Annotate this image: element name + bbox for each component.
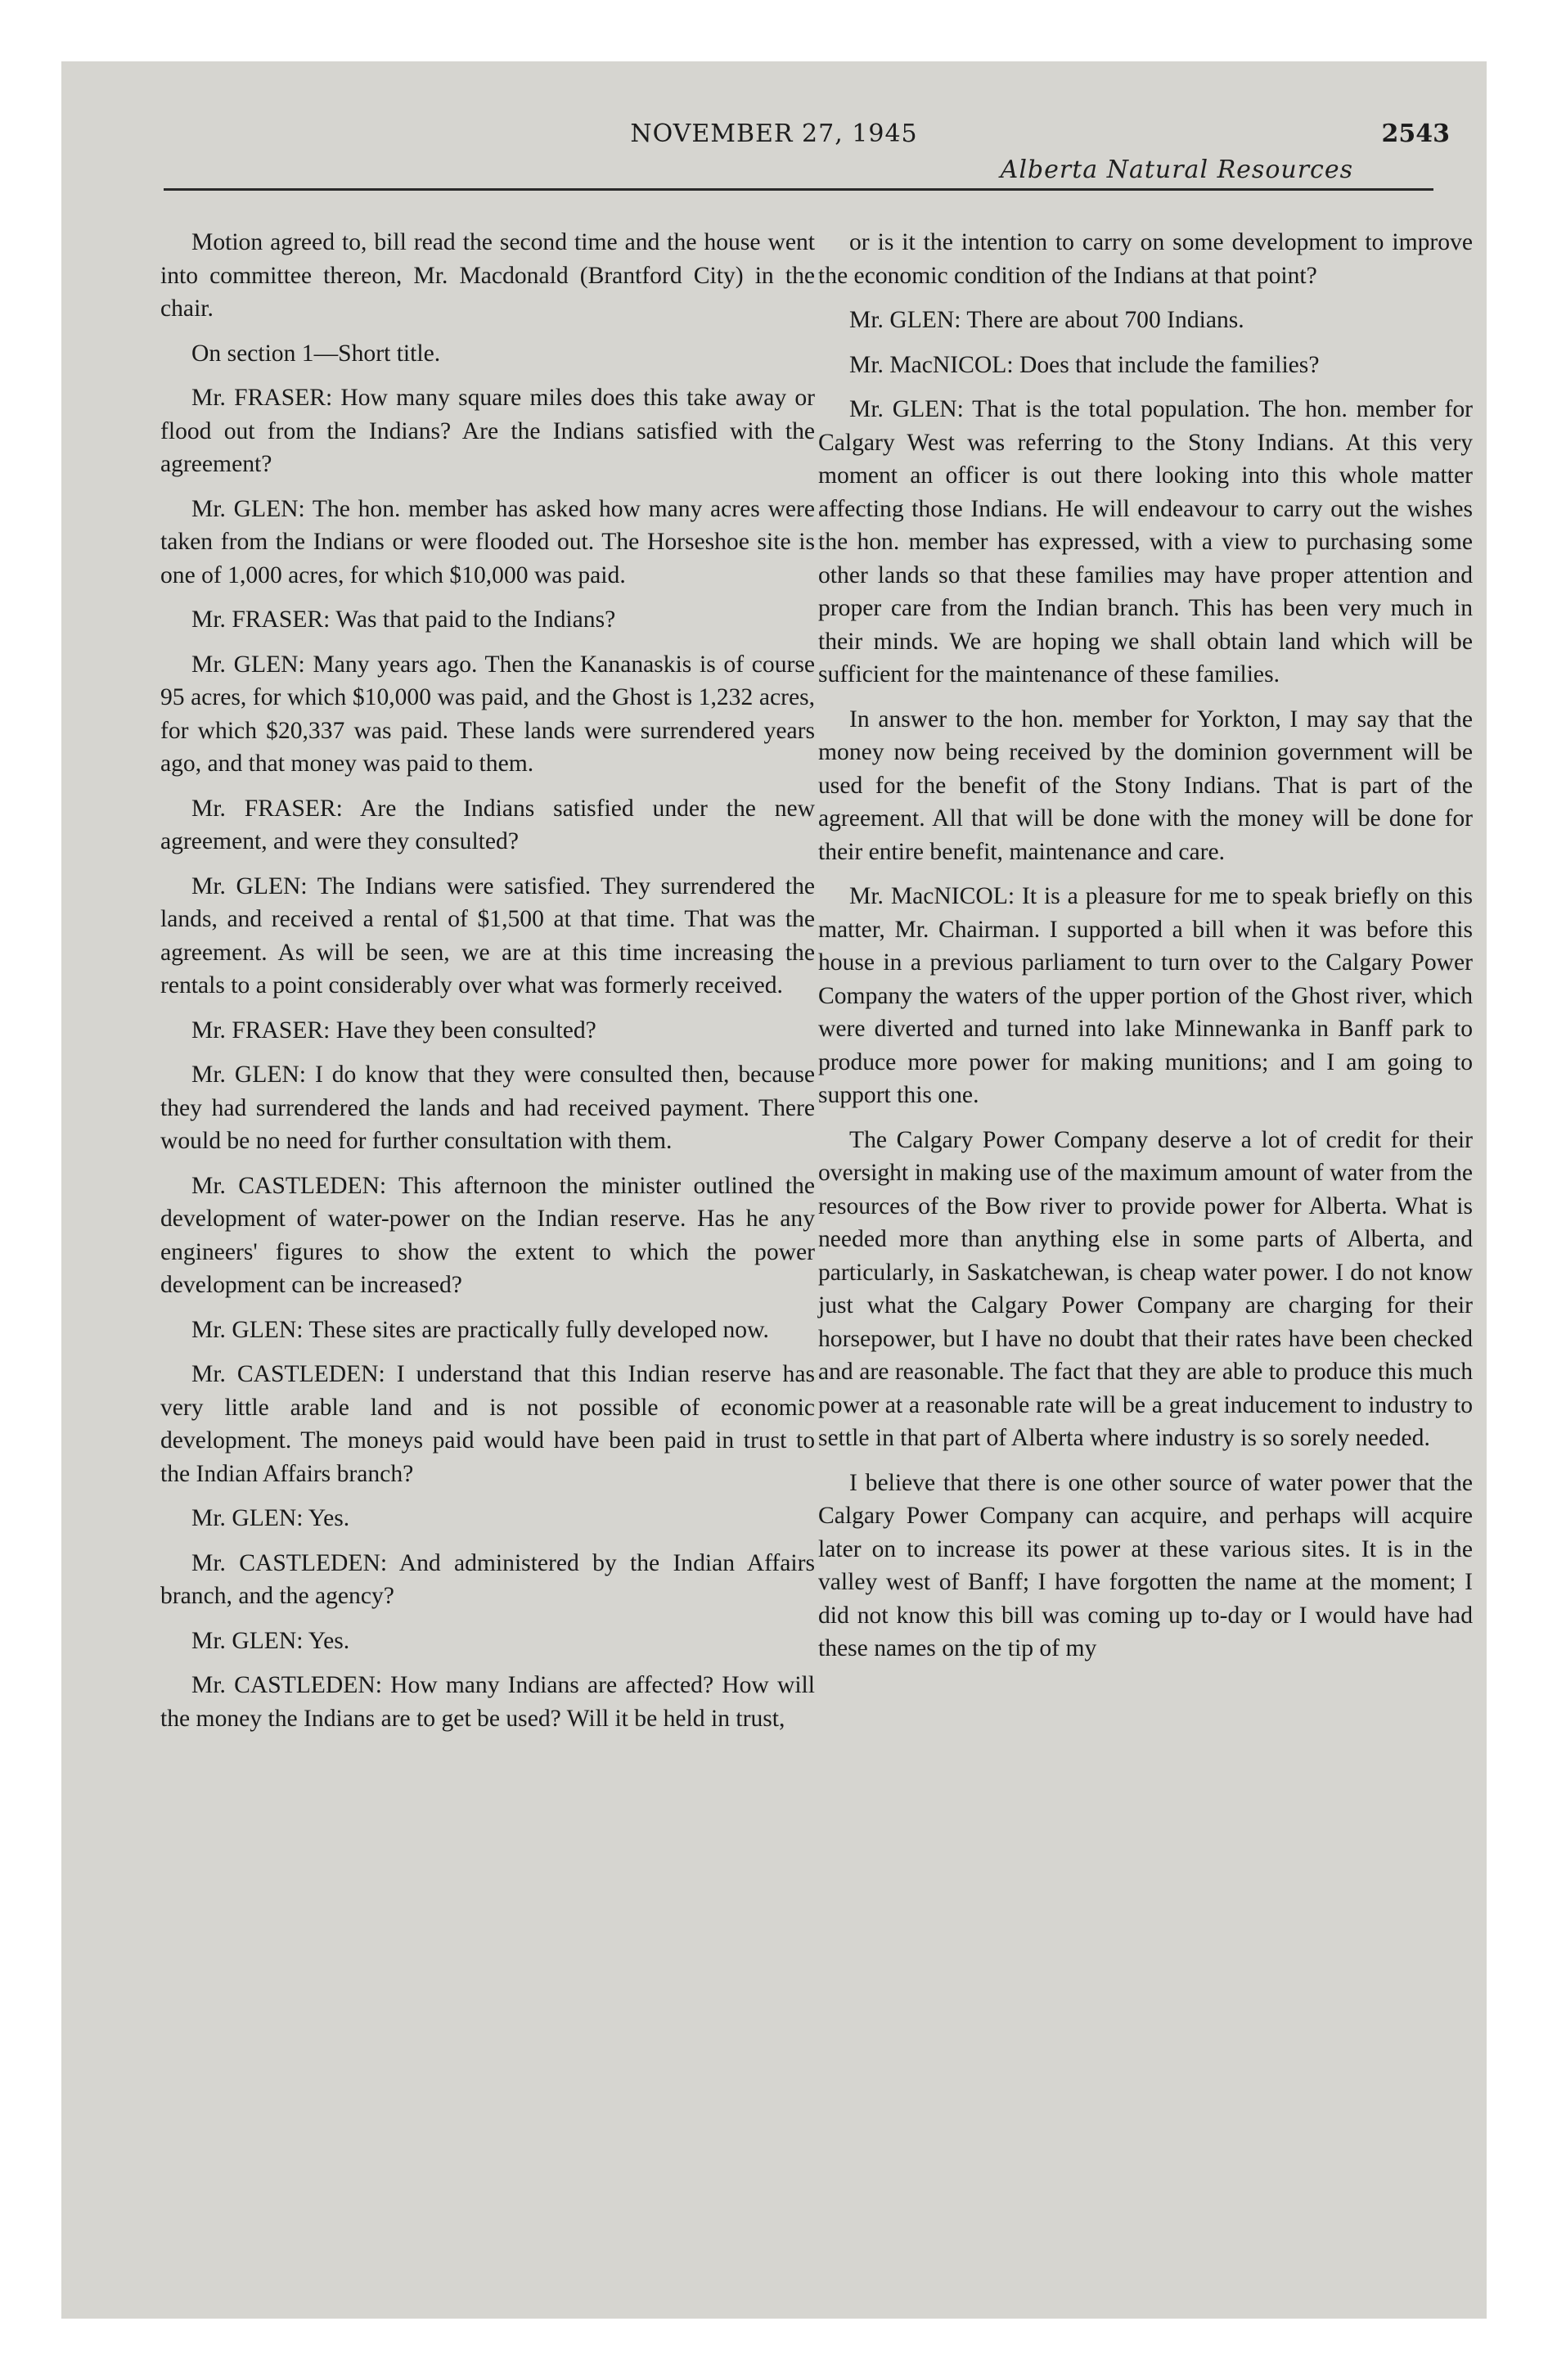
paragraph: Mr. GLEN: I do know that they were consulted then, because they had surrendered the lands and had received payment. There would be no need for further consultation with them.	[160, 1062, 815, 1154]
paragraph: Mr. MacNICOL: It is a pleasure for me to speak briefly on this matter, Mr. Chairman. I supported a bill when it was before this house in a previous parliament to turn over to the Calgary Power Company the waters of the upper portion of the Ghost river, which were diverted and turned into lake Minnewanka in Banff park to produce more power for making munitions; and I am going to support this one.	[818, 883, 1473, 1108]
paragraph: Mr. CASTLEDEN: I understand that this Indian reserve has very little arable land and is not possible of economic development. The moneys paid would have been paid in trust to the Indian Affairs branch?	[160, 1361, 815, 1487]
paragraph: Mr. GLEN: The Indians were satisfied. They surrendered the lands, and received a rental of $1,500 at that time. That was the agreement. As will be seen, we are at this time increasing the rentals to a point considerably over what was formerly received.	[160, 872, 815, 998]
paragraph: Mr. FRASER: Have they been consulted?	[191, 1016, 596, 1044]
header-rule	[164, 188, 1433, 191]
paragraph: Mr. GLEN: These sites are practically fully developed now.	[191, 1316, 769, 1343]
paragraph: Mr. GLEN: The hon. member has asked how many acres were taken from the Indians or were flooded out. The Horseshoe site is one of 1,000 acres, for which $10,000 was paid.	[160, 495, 815, 588]
paragraph: Mr. MacNICOL: Does that include the families?	[849, 351, 1320, 378]
right-column	[818, 226, 1473, 1677]
paragraph: Mr. CASTLEDEN: How many Indians are affected? How will the money the Indians are to get be used? Will it be held in trust,	[160, 1672, 815, 1732]
paragraph: Mr. GLEN: Yes.	[191, 1505, 350, 1531]
paragraph: Mr. GLEN: Many years ago. Then the Kananaskis is of course 95 acres, for which $10,000 was paid, and the Ghost is 1,232 acres, for which $20,337 was paid. These lands were surrendered years ago, and that money was paid to them.	[160, 651, 815, 777]
paragraph: I believe that there is one other source of water power that the Calgary Power Company can acquire, and perhaps will acquire later on to increase its power at these various sites. It is in the valley west of Banff; I have forgotten the name at the moment; I did not know this bill was coming up to-day or I would have had these names on the tip of my	[818, 1469, 1473, 1661]
paragraph: On section 1—Short title.	[191, 340, 441, 367]
paragraph: Mr. CASTLEDEN: And administered by the Indian Affairs branch, and the agency?	[160, 1549, 815, 1609]
header-date: NOVEMBER 27, 1945	[630, 119, 918, 148]
header-subtitle: Alberta Natural Resources	[1000, 156, 1353, 184]
paragraph: Mr. FRASER: How many square miles does this take away or flood out from the Indians? Are the Indians satisfied with the agreement?	[160, 385, 815, 477]
paragraph: In answer to the hon. member for Yorkton, I may say that the money now being received by the dominion government will be used for the benefit of the Stony Indians. That is part of the agreement. All that will be done with the money will be done for their entire benefit, maintenance and care.	[818, 705, 1473, 865]
paragraph: Motion agreed to, bill read the second time and the house went into committee thereon, Mr. Macdonald (Brantford City) in the chair.	[160, 229, 815, 322]
paragraph: Mr. GLEN: Yes.	[191, 1627, 350, 1654]
paragraph: The Calgary Power Company deserve a lot of credit for their oversight in making use of the maximum amount of water from the resources of the Bow river to provide power for Alberta. What is needed more than anything else in some parts of Alberta, and particularly, in Saskatchewan, is cheap water power. I do not know just what the Calgary Power Company are charging for their horsepower, but I have no doubt that their rates have been checked and are reasonable. The fact that they are able to produce this much power at a reasonable rate will be a great inducement to industry to settle in that part of Alberta where industry is so sorely needed.	[818, 1126, 1473, 1451]
paragraph: Mr. FRASER: Was that paid to the Indians?	[191, 606, 616, 633]
paragraph: Mr. GLEN: There are about 700 Indians.	[849, 307, 1244, 333]
paragraph: or is it the intention to carry on some development to improve the economic condition of the Indians at that point?	[818, 229, 1473, 289]
left-column	[160, 226, 815, 1747]
paragraph: Mr. CASTLEDEN: This afternoon the minister outlined the development of water-power on the Indian reserve. Has he any engineers' figures to show the extent to which the power development can be increased?	[160, 1172, 815, 1298]
paragraph: Mr. GLEN: That is the total population. The hon. member for Calgary West was referring to the Stony Indians. At this very moment an officer is out there looking into this whole matter affecting those Indians. He will endeavour to carry out the wishes the hon. member has expressed, with a view to purchasing some other lands so that these families may have proper attention and proper care from the Indian branch. This has been very much in their minds. We are hoping we shall obtain land which will be sufficient for the maintenance of these families.	[818, 396, 1473, 687]
page-number: 2543	[1381, 119, 1450, 148]
paragraph: Mr. FRASER: Are the Indians satisfied under the new agreement, and were they consulted?	[160, 795, 815, 854]
page-header	[98, 119, 1450, 152]
